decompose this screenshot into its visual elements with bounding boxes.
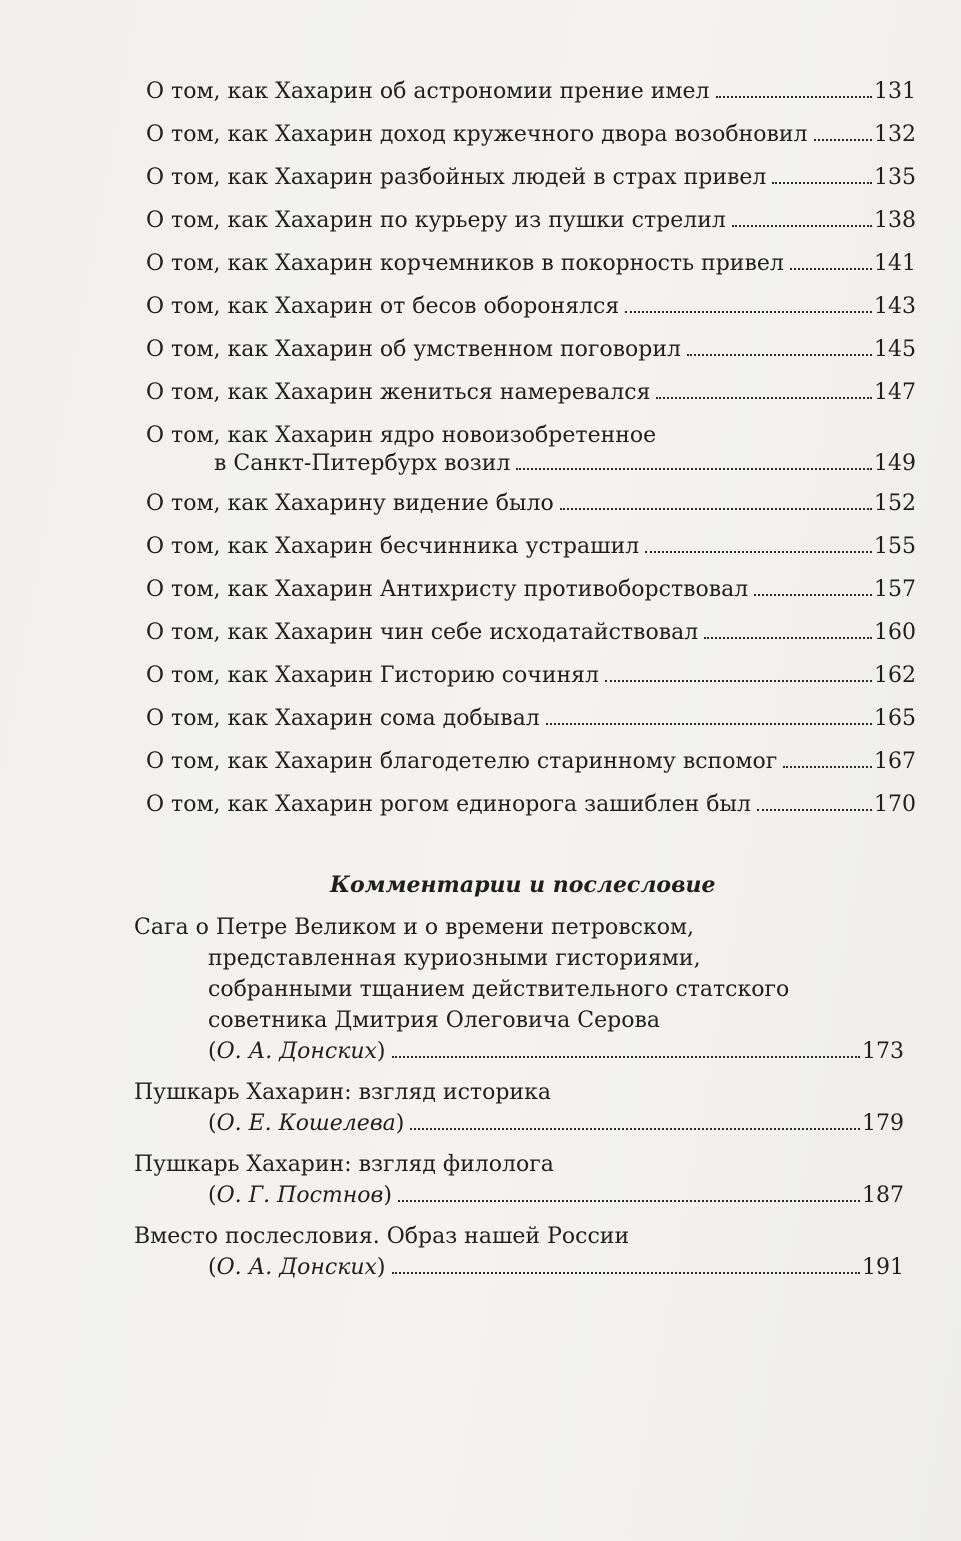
- toc-entry: [146, 121, 916, 164]
- dot-leader: [772, 181, 872, 184]
- dot-leader: [398, 1199, 860, 1202]
- dot-leader: [716, 95, 873, 98]
- toc-entry: [146, 379, 916, 422]
- toc-page-number: 147: [874, 380, 916, 405]
- dot-leader: [560, 507, 872, 510]
- toc-page-number: 132: [874, 122, 916, 147]
- commentary-entry: [134, 1077, 904, 1139]
- dot-leader: [783, 765, 872, 768]
- commentary-title-line: Пушкарь Хахарин: взгляд историка: [134, 1080, 551, 1105]
- table-of-contents: [146, 78, 916, 834]
- toc-page-number: 162: [874, 663, 916, 688]
- toc-entry-continuation: [146, 450, 916, 480]
- commentary-author: О. Е. Кошелева: [216, 1111, 396, 1136]
- toc-entry-multiline: [146, 422, 916, 480]
- toc-entry: [146, 576, 916, 619]
- open-paren: (: [208, 1039, 217, 1064]
- toc-entry-title: О том, как Хахарин по курьеру из пушки стрелил: [146, 208, 726, 233]
- commentary-title-line: представленная куриозными гисториями,: [208, 946, 701, 971]
- dot-leader: [645, 550, 872, 553]
- commentary-title-line: Вместо послесловия. Образ нашей России: [134, 1224, 630, 1249]
- dot-leader: [392, 1271, 860, 1274]
- dot-leader: [516, 467, 872, 470]
- dot-leader: [392, 1055, 860, 1058]
- toc-entry-title: О том, как Хахарин чин себе исходатайствовал: [146, 620, 699, 645]
- dot-leader: [732, 224, 872, 227]
- commentary-title-line: Сага о Петре Великом и о времени петровском,: [134, 915, 695, 940]
- toc-entry-title: О том, как Хахарин сома добывал: [146, 706, 540, 731]
- toc-page-number: 135: [874, 165, 916, 190]
- dot-leader: [754, 593, 872, 596]
- toc-entry-title: О том, как Хахарин Антихристу противоборствовал: [146, 577, 749, 602]
- toc-entry-title-line2: в Санкт-Питербурх возил: [214, 451, 511, 476]
- toc-entry: [146, 250, 916, 293]
- dot-leader: [687, 353, 872, 356]
- toc-entry: [146, 791, 916, 834]
- commentary-entry: [134, 1149, 904, 1211]
- dot-leader: [656, 396, 872, 399]
- commentary-author-line: [134, 1108, 904, 1139]
- toc-entry: [146, 78, 916, 121]
- toc-entry-title: О том, как Хахарин благодетелю старинному вспомог: [146, 749, 778, 774]
- dot-leader: [546, 722, 872, 725]
- commentary-entry: [134, 1221, 904, 1283]
- toc-entry: [146, 164, 916, 207]
- toc-entry: [146, 748, 916, 791]
- toc-page-number: 167: [874, 749, 916, 774]
- toc-entry-title: О том, как Хахарин от бесов оборонялся: [146, 294, 620, 319]
- dot-leader: [704, 636, 872, 639]
- toc-entry-title: О том, как Хахарин доход кружечного двора возобновил: [146, 122, 808, 147]
- toc-entry: [146, 533, 916, 576]
- commentary-page-number: 173: [862, 1039, 904, 1064]
- toc-page-number: 160: [874, 620, 916, 645]
- toc-entry-title: О том, как Хахарин об умственном поговорил: [146, 337, 682, 362]
- toc-page-number: 155: [874, 534, 916, 559]
- commentary-list: [134, 912, 904, 1293]
- toc-page-number: 170: [874, 792, 916, 817]
- toc-page-number: 141: [874, 251, 916, 276]
- toc-entry: [146, 293, 916, 336]
- dot-leader: [625, 310, 872, 313]
- toc-page-number: 143: [874, 294, 916, 319]
- close-paren: ): [376, 1255, 386, 1280]
- close-paren: ): [395, 1111, 405, 1136]
- commentary-author-line: [134, 1180, 904, 1211]
- toc-page-number: 131: [874, 79, 916, 104]
- commentary-author: О. А. Донских: [216, 1039, 377, 1064]
- commentary-entry: [134, 912, 904, 1067]
- open-paren: (: [208, 1111, 217, 1136]
- close-paren: ): [376, 1039, 386, 1064]
- dot-leader: [790, 267, 872, 270]
- commentary-title-line: советника Дмитрия Олеговича Серова: [208, 1008, 660, 1033]
- commentary-page-number: 187: [862, 1183, 904, 1208]
- toc-entry: [146, 336, 916, 379]
- dot-leader: [410, 1127, 860, 1130]
- toc-entry-title: О том, как Хахарин корчемников в покорность привел: [146, 251, 784, 276]
- toc-page-number: 165: [874, 706, 916, 731]
- toc-page-number: 145: [874, 337, 916, 362]
- dot-leader: [814, 138, 872, 141]
- open-paren: (: [208, 1255, 217, 1280]
- commentary-author-line: [134, 1252, 904, 1283]
- toc-entry: [146, 490, 916, 533]
- commentary-author: О. Г. Постнов: [216, 1183, 384, 1208]
- toc-entry-title-line1: О том, как Хахарин ядро новоизобретенное: [146, 423, 657, 448]
- open-paren: (: [208, 1183, 217, 1208]
- toc-entry-title: О том, как Хахарин жениться намеревался: [146, 380, 651, 405]
- toc-entry: [146, 207, 916, 250]
- toc-entry-title: О том, как Хахарин бесчинника устрашил: [146, 534, 640, 559]
- commentary-title-line: собранными тщанием действительного статского: [208, 977, 790, 1002]
- toc-entry: [146, 619, 916, 662]
- commentary-author: О. А. Донских: [216, 1255, 377, 1280]
- toc-entry: [146, 662, 916, 705]
- commentary-page-number: 179: [862, 1111, 904, 1136]
- toc-entry-title: О том, как Хахарин Гисторию сочинял: [146, 663, 600, 688]
- toc-page-number: 152: [874, 491, 916, 516]
- toc-page-number: 157: [874, 577, 916, 602]
- section-heading: Комментарии и послесловие: [330, 872, 716, 898]
- toc-page-number: 138: [874, 208, 916, 233]
- toc-entry-title: О том, как Хахарин рогом единорога зашиблен был: [146, 792, 752, 817]
- toc-entry-title: О том, как Хахарину видение было: [146, 491, 554, 516]
- dot-leader: [757, 808, 872, 811]
- commentary-page-number: 191: [862, 1255, 904, 1280]
- commentary-title-line: Пушкарь Хахарин: взгляд филолога: [134, 1152, 554, 1177]
- dot-leader: [605, 679, 872, 682]
- toc-entry-title: О том, как Хахарин разбойных людей в страх привел: [146, 165, 767, 190]
- toc-entry: [146, 705, 916, 748]
- toc-entry-title: О том, как Хахарин об астрономии прение имел: [146, 79, 710, 104]
- close-paren: ): [383, 1183, 392, 1208]
- commentary-author-line: [134, 1036, 904, 1067]
- toc-page-number: 149: [874, 451, 916, 476]
